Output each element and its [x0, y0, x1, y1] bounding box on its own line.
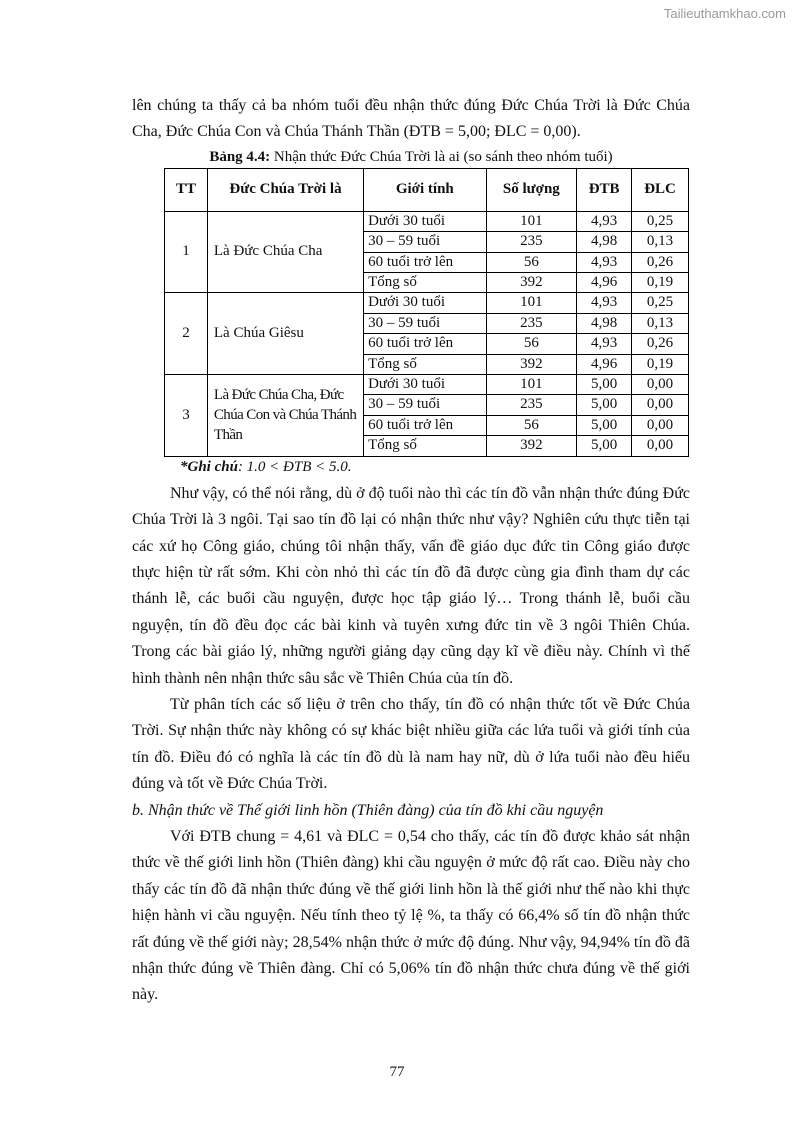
watermark: Tailieuthamkhao.com — [663, 6, 786, 21]
sd-cell: 0,25 — [632, 293, 689, 313]
header-gender: Giới tính — [364, 168, 486, 211]
count-cell: 235 — [486, 313, 577, 333]
group-number: 1 — [165, 211, 208, 293]
table-caption-text: Nhận thức Đức Chúa Trời là ai (so sánh theo nhóm tuổi) — [270, 148, 613, 165]
mean-cell: 5,00 — [577, 415, 632, 435]
sd-cell: 0,13 — [632, 232, 689, 252]
age-group-cell: Tổng số — [364, 273, 486, 293]
table-note-label: *Ghi chú — [180, 458, 238, 475]
count-cell: 56 — [486, 252, 577, 272]
sd-cell: 0,00 — [632, 436, 689, 456]
count-cell: 56 — [486, 415, 577, 435]
sd-cell: 0,19 — [632, 354, 689, 374]
table-note — [132, 457, 690, 477]
count-cell: 392 — [486, 354, 577, 374]
sd-cell: 0,00 — [632, 375, 689, 395]
page-number: 77 — [389, 1064, 405, 1080]
body-paragraph-3: Với ĐTB chung = 4,61 và ĐLC = 0,54 cho thấy, các tín đồ được khảo sát nhận thức về thế giới linh hồn (Thiên đàng) khi cầu nguyện ở mức độ rất cao. Điều này cho thấy các tín đồ đã nhận thức đúng về thế giới linh hồn là thế giới như thế nào khi thực hiện hành vi cầu nguyện. Nếu tính theo tỷ lệ %, ta thấy có 66,4% số tín đồ nhận thức rất đúng về thế giới này; 28,54% nhận thức ở mức độ đúng. Như vậy, 94,94% tín đồ đã nhận thức đúng về Thiên đàng. Chỉ có 5,06% tín đồ nhận thức chưa đúng về thế giới này. — [132, 827, 690, 1004]
count-cell: 101 — [486, 211, 577, 231]
sd-cell: 0,26 — [632, 334, 689, 354]
body-paragraph-1: Như vậy, có thể nói rằng, dù ở độ tuổi nào thì các tín đồ vẫn nhận thức đúng Đức Chúa Trời là 3 ngôi. Tại sao tín đồ lại có nhận thức như vậy? Nghiên cứu thực tiễn tại các xứ họ Công giáo, chúng tôi nhận thấy, vấn đề giáo dục đức tin Công giáo được thực hiện từ rất sớm. Khi còn nhỏ thì các tín đồ đã được cùng gia đình tham dự các thánh lễ, các buổi cầu nguyện, được học tập giáo lý… Trong thánh lễ, buổi cầu nguyện, tín đồ đều đọc các bài kinh và tuyên xưng đức tin về 3 ngôi Thiên Chúa. Trong các bài giáo lý, những người giảng dạy cũng dạy kĩ về điều này. Chính vì thế hình thành nên nhận thức sâu sắc về Thiên Chúa của tín đồ. — [132, 484, 690, 687]
age-group-cell: Dưới 30 tuổi — [364, 375, 486, 395]
page-content — [132, 93, 690, 1009]
sd-cell: 0,00 — [632, 415, 689, 435]
perception-table — [164, 168, 689, 457]
age-group-cell: Tổng số — [364, 436, 486, 456]
sd-cell: 0,13 — [632, 313, 689, 333]
table-row — [165, 293, 689, 313]
header-sd: ĐLC — [632, 168, 689, 211]
table-caption — [132, 147, 690, 167]
sd-cell: 0,00 — [632, 395, 689, 415]
mean-cell: 4,93 — [577, 334, 632, 354]
table-header-row — [165, 168, 689, 211]
mean-cell: 5,00 — [577, 375, 632, 395]
header-mean: ĐTB — [577, 168, 632, 211]
count-cell: 235 — [486, 395, 577, 415]
mean-cell: 4,98 — [577, 313, 632, 333]
sd-cell: 0,25 — [632, 211, 689, 231]
mean-cell: 5,00 — [577, 395, 632, 415]
count-cell: 101 — [486, 375, 577, 395]
group-number: 2 — [165, 293, 208, 375]
mean-cell: 4,93 — [577, 211, 632, 231]
body-paragraph-2: Từ phân tích các số liệu ở trên cho thấy, tín đồ có nhận thức tốt về Đức Chúa Trời. Sự nhận thức này không có sự khác biệt nhiều giữa các lứa tuổi và giới tính của tín đồ. Điều đó có nghĩa là các tín đồ dù là nam hay nữ, dù ở lứa tuổi nào đều hiểu đúng và tốt về Đức Chúa Trời. — [132, 695, 690, 793]
count-cell: 392 — [486, 436, 577, 456]
mean-cell: 4,96 — [577, 273, 632, 293]
age-group-cell: Tổng số — [364, 354, 486, 374]
age-group-cell: 30 – 59 tuổi — [364, 232, 486, 252]
age-group-cell: 60 tuổi trở lên — [364, 415, 486, 435]
age-group-cell: 30 – 59 tuổi — [364, 313, 486, 333]
count-cell: 392 — [486, 273, 577, 293]
section-subheading: b. Nhận thức về Thế giới linh hồn (Thiên đàng) của tín đồ khi cầu nguyện — [132, 801, 604, 819]
mean-cell: 4,98 — [577, 232, 632, 252]
count-cell: 101 — [486, 293, 577, 313]
table-caption-label: Bảng 4.4: — [209, 148, 271, 165]
mean-cell: 4,96 — [577, 354, 632, 374]
age-group-cell: Dưới 30 tuổi — [364, 211, 486, 231]
group-name: Là Chúa Giêsu — [207, 293, 363, 375]
header-count: Số lượng — [486, 168, 577, 211]
group-name: Là Đức Chúa Cha — [207, 211, 363, 293]
count-cell: 56 — [486, 334, 577, 354]
table-row — [165, 375, 689, 395]
age-group-cell: 30 – 59 tuổi — [364, 395, 486, 415]
sd-cell: 0,19 — [632, 273, 689, 293]
sd-cell: 0,26 — [632, 252, 689, 272]
table-note-text: : 1.0 < ĐTB < 5.0. — [237, 458, 352, 475]
intro-paragraph: lên chúng ta thấy cả ba nhóm tuổi đều nhận thức đúng Đức Chúa Trời là Đức Chúa Cha, Đức Chúa Con và Chúa Thánh Thần (ĐTB = 5,00; ĐLC = 0,00). — [132, 97, 690, 141]
mean-cell: 4,93 — [577, 293, 632, 313]
age-group-cell: Dưới 30 tuổi — [364, 293, 486, 313]
group-name: Là Đức Chúa Cha, Đức Chúa Con và Chúa Thánh Thần — [207, 375, 363, 457]
table-row — [165, 211, 689, 231]
header-tt: TT — [165, 168, 208, 211]
group-number: 3 — [165, 375, 208, 457]
header-god-is: Đức Chúa Trời là — [207, 168, 363, 211]
mean-cell: 4,93 — [577, 252, 632, 272]
count-cell: 235 — [486, 232, 577, 252]
age-group-cell: 60 tuổi trở lên — [364, 252, 486, 272]
age-group-cell: 60 tuổi trở lên — [364, 334, 486, 354]
mean-cell: 5,00 — [577, 436, 632, 456]
